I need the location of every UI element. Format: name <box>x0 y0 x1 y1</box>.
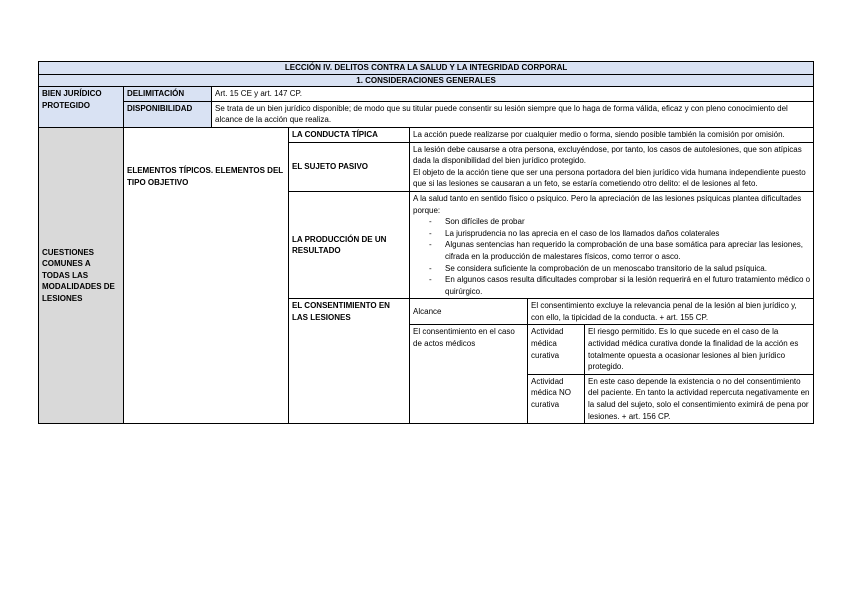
sujeto-text-2: El objeto de la acción tiene que ser una persona portadora del bien jurídico vida humana independiente puesto que si las lesiones se causaran a un feto, se estaría cometiendo otro delito: el de lesiones al feto. <box>413 167 806 189</box>
sujeto-label: EL SUJETO PASIVO <box>289 142 410 191</box>
consentimiento-label: EL CONSENTIMIENTO EN LAS LESIONES <box>289 299 410 424</box>
no-curativa-label: Actividad médica NO curativa <box>528 374 585 423</box>
curativa-text: El riesgo permitido. Es lo que sucede en el caso de la actividad médica curativa donde la finalidad de la acción es totalmente opuesta a ocasionar lesiones al bien jurídico protegido. <box>585 325 814 374</box>
list-item: - Son difíciles de probar <box>445 216 810 228</box>
cuestiones-label: CUESTIONES COMUNES A TODAS LAS MODALIDADES DE LESIONES <box>39 127 124 423</box>
disponibilidad-text: Se trata de un bien jurídico disponible; de modo que su titular puede consentir su lesión siempre que lo haga de forma válida, eficaz y con pleno conocimiento del alcance de la acción que realiza. <box>212 101 814 127</box>
resultado-label: LA PRODUCCIÓN DE UN RESULTADO <box>289 191 410 298</box>
sujeto-text-1: La lesión debe causarse a otra persona, excluyéndose, por tanto, los casos de autolesiones, que son atípicas dada la disponibilidad del bien jurídico protegido. <box>413 144 802 166</box>
resultado-list <box>413 216 810 297</box>
elementos-label-text: ELEMENTOS TÍPICOS. ELEMENTOS DEL TIPO OBJETIVO <box>127 166 284 187</box>
delimitacion-text: Art. 15 CE y art. 147 CP. <box>212 87 814 102</box>
list-item: - La jurisprudencia no las aprecia en el caso de los llamados daños colaterales <box>445 228 810 240</box>
resultado-text <box>410 191 814 298</box>
conducta-text: La acción puede realizarse por cualquier medio o forma, siendo posible también la comisión por omisión. <box>410 127 814 142</box>
alcance-label: Alcance <box>410 299 528 325</box>
lesson-title: LECCIÓN IV. DELITOS CONTRA LA SALUD Y LA INTEGRIDAD CORPORAL <box>39 62 814 75</box>
curativa-label: Actividad médica curativa <box>528 325 585 374</box>
resultado-intro: A la salud tanto en sentido físico o psíquico. Pero la apreciación de las lesiones psíquicas plantea dificultades porque: <box>413 193 802 215</box>
alcance-text: El consentimiento excluye la relevancia penal de la lesión al bien jurídico y, con ello, la tipicidad de la conducta. + art. 155 CP. <box>528 299 814 325</box>
disponibilidad-label: DISPONIBILIDAD <box>124 101 212 127</box>
bien-juridico-label: BIEN JURÍDICO PROTEGIDO <box>39 87 124 128</box>
list-item: - Algunas sentencias han requerido la comprobación de una base somática para apreciar las lesiones, cifrada en la producción de malestares físicos, como terror o asco. <box>445 239 810 262</box>
section-title: 1. CONSIDERACIONES GENERALES <box>39 74 814 87</box>
medicos-label: El consentimiento en el caso de actos médicos <box>410 325 528 424</box>
conducta-label: LA CONDUCTA TÍPICA <box>289 127 410 142</box>
elementos-label <box>124 127 289 423</box>
list-item: - En algunos casos resulta dificultades comprobar si la lesión requerirá en el futuro tratamiento médico o quirúrgico. <box>445 274 810 297</box>
no-curativa-text: En este caso depende la existencia o no del consentimiento del paciente. En tanto la actividad repercuta negativamente en la salud del sujeto, solo el consentimiento eximirá de pena por lesiones. + art. 156 CP. <box>585 374 814 423</box>
sujeto-text <box>410 142 814 191</box>
lesson-table <box>38 61 814 424</box>
delimitacion-label: DELIMITACIÓN <box>124 87 212 102</box>
list-item: - Se considera suficiente la comprobación de un menoscabo transitorio de la salud psíquica. <box>445 263 810 275</box>
